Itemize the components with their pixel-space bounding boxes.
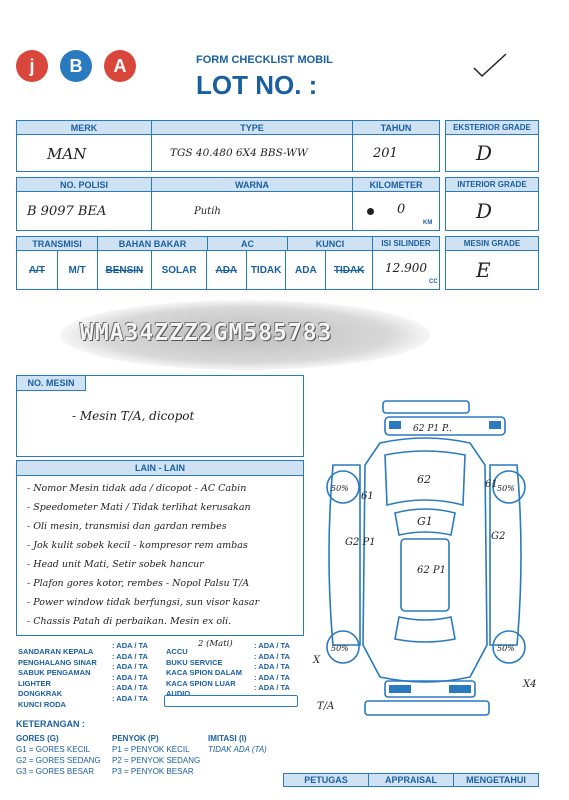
interior-grade-cell[interactable]: [445, 191, 539, 231]
jba-logo: [16, 50, 136, 84]
polisi-value: B 9097 BEA: [27, 204, 107, 219]
options-row: [16, 250, 373, 290]
acc-value[interactable]: : ADA / TA: [254, 672, 290, 682]
interior-grade-value: D: [476, 199, 493, 223]
rear-light-right: [449, 685, 471, 693]
merk-header: MERK: [16, 120, 152, 135]
acc-label: AUDIO: [166, 689, 191, 698]
warna-header: WARNA: [151, 177, 353, 192]
exterior-grade-cell[interactable]: [445, 134, 539, 172]
chassis-number: WMA34ZZZ2GM585783: [80, 320, 333, 346]
ink-blot-icon: [367, 208, 374, 215]
type-header: TYPE: [151, 120, 353, 135]
mark-x-left: X: [313, 655, 321, 666]
exterior-grade-box: [445, 120, 539, 172]
mark-center: 62 P1: [417, 565, 446, 576]
kilometer-value: 0: [397, 202, 406, 217]
km-unit: KM: [423, 220, 433, 226]
type-value: TGS 40.480 6X4 BBS-WW: [170, 147, 308, 159]
acc-label: SANDARAN KEPALA: [18, 647, 94, 656]
acc-label: DONGKRAK: [18, 689, 63, 698]
acc-value[interactable]: : ADA / TA: [254, 651, 290, 661]
mark-x4-right: X4: [523, 679, 537, 690]
acc-label: KACA SPION DALAM: [166, 668, 242, 677]
acc-value[interactable]: : ADA / TA: [112, 641, 148, 650]
acc-label: KACA SPION LUAR: [166, 678, 236, 688]
note-line: - Chassis Patah di perbaikan. Mesin ex oli.: [27, 616, 232, 627]
mesin-grade-value: E: [476, 258, 491, 282]
gores-item: G3 = GORES BESAR: [16, 767, 95, 776]
transmisi-header: TRANSMISI: [16, 236, 98, 251]
interior-grade-box: [445, 177, 539, 231]
isi-silinder-header: ISI SILINDER: [372, 236, 440, 251]
gores-item: G1 = GORES KECIL: [16, 745, 91, 754]
mark-ta: T/A: [317, 701, 335, 712]
front-light-left: [389, 421, 401, 429]
mark-left-door: G2 P1: [345, 537, 376, 548]
car-damage-diagram: [305, 395, 545, 725]
acc-value[interactable]: : ADA / TA: [254, 683, 290, 692]
tahun-value: 201: [373, 146, 398, 161]
row-3: [16, 236, 440, 290]
mark-fl-wheel: 50%: [331, 484, 349, 493]
type-cell[interactable]: [151, 134, 353, 172]
front-light-right: [489, 421, 501, 429]
interior-grade-header: INTERIOR GRADE: [445, 177, 539, 192]
front-bumper-outline: [383, 401, 469, 413]
acc-label: ACCU: [166, 647, 188, 656]
accessories-left: [18, 641, 148, 709]
rear-bumper-outline: [365, 701, 489, 715]
acc-value[interactable]: : ADA / TA: [112, 662, 148, 671]
gores-title: GORES (G): [16, 734, 59, 743]
acc-row: [166, 639, 290, 656]
mesin-grade-box: [445, 236, 539, 290]
ac-header: AC: [207, 236, 288, 251]
option-kunci-ada[interactable]: ADA: [286, 251, 326, 289]
penyok-item: P2 = PENYOK SEDANG: [112, 756, 201, 765]
mark-left-61: 61: [361, 491, 374, 502]
acc-row: [166, 662, 290, 677]
kilometer-cell[interactable]: [352, 191, 440, 231]
tahun-cell[interactable]: [352, 134, 440, 172]
penyok-title: PENYOK (P): [112, 734, 159, 743]
no-mesin-header: NO. MESIN: [16, 375, 86, 391]
mark-right-door: G2: [491, 531, 506, 542]
polisi-cell[interactable]: [16, 191, 152, 231]
form-title: FORM CHECKLIST MOBIL: [196, 54, 333, 66]
acc-value[interactable]: : ADA / TA: [254, 641, 290, 650]
accu-hand-note: 2 (Mati): [198, 639, 233, 649]
merk-cell[interactable]: [16, 134, 152, 172]
keterangan-penyok: [112, 734, 200, 778]
row-1: [16, 120, 440, 172]
mark-top: 62 P1 P..: [413, 424, 452, 434]
logo-circle-b: B: [60, 50, 92, 82]
note-line: - Nomor Mesin tidak ada / dicopot - AC Cabin: [27, 483, 247, 494]
tahun-header: TAHUN: [352, 120, 440, 135]
option-at[interactable]: A/T: [17, 251, 58, 289]
acc-row: [18, 683, 148, 698]
mesin-grade-cell[interactable]: [445, 250, 539, 290]
option-bensin[interactable]: BENSIN: [98, 251, 153, 289]
acc-row: [18, 662, 148, 677]
acc-label: SABUK PENGAMAN: [18, 668, 91, 677]
acc-value[interactable]: : ADA / TA: [112, 672, 148, 682]
mark-right-61: 61: [485, 479, 498, 490]
isi-silinder-cell[interactable]: [372, 250, 440, 290]
imitasi-title: IMITASI (I): [208, 734, 247, 743]
option-mt[interactable]: M/T: [58, 251, 98, 289]
tidak-ada-legend: TIDAK ADA (TA): [208, 745, 267, 754]
exterior-grade-value: D: [476, 141, 493, 165]
exterior-grade-header: EKSTERIOR GRADE: [445, 120, 539, 135]
lain-lain-header: LAIN - LAIN: [16, 460, 304, 476]
acc-label: LIGHTER: [18, 678, 51, 688]
option-ac-ada[interactable]: ADA: [207, 251, 247, 289]
accessories-right: [166, 639, 290, 698]
warna-cell[interactable]: [151, 191, 353, 231]
keterangan-imitasi: [208, 734, 267, 756]
lot-number-label: LOT NO. :: [196, 70, 318, 100]
audio-blank-field[interactable]: [164, 695, 298, 707]
penyok-item: P1 = PENYOK KECIL: [112, 745, 190, 754]
mark-rl-wheel: 50%: [331, 644, 349, 653]
note-line: - Oli mesin, transmisi dan gardan rembes: [27, 521, 227, 532]
acc-value[interactable]: : ADA / TA: [112, 693, 148, 703]
keterangan-title: KETERANGAN :: [16, 719, 85, 729]
logo-circle-j: j: [16, 50, 48, 82]
option-kunci-tidak[interactable]: TIDAK: [333, 264, 365, 276]
kunci-header: KUNCI: [287, 236, 373, 251]
bahan-bakar-header: BAHAN BAKAR: [97, 236, 208, 251]
chassis-rubbing: [60, 300, 430, 370]
row-2: [16, 177, 440, 231]
signature-appraisal[interactable]: APPRAISAL: [368, 773, 454, 787]
acc-label: PENGHALANG SINAR: [18, 657, 97, 667]
note-line: - Plafon gores kotor, rembes - Nopol Palsu T/A: [27, 578, 250, 589]
mark-roof: G1: [417, 515, 433, 528]
kilometer-header: KILOMETER: [352, 177, 440, 192]
acc-label: BUKU SERVICE: [166, 657, 223, 667]
note-line: - Head unit Mati, Setir sobek hancur: [27, 559, 204, 570]
note-line: - Jok kulit sobek kecil - kompresor rem ambas: [27, 540, 248, 551]
polisi-header: NO. POLISI: [16, 177, 152, 192]
acc-label: KUNCI RODA: [18, 699, 66, 709]
acc-value[interactable]: : ADA / TA: [112, 651, 148, 661]
no-mesin-box: [16, 375, 304, 457]
penyok-item: P3 = PENYOK BESAR: [112, 767, 194, 776]
checkmark-icon: [470, 50, 510, 80]
acc-row: [166, 683, 290, 698]
isi-silinder-value: 12.900: [385, 261, 427, 275]
signature-petugas[interactable]: PETUGAS: [283, 773, 369, 787]
signature-mengetahui[interactable]: MENGETAHUI: [453, 773, 539, 787]
mesin-grade-header: MESIN GRADE: [445, 236, 539, 251]
merk-value: MAN: [47, 145, 87, 163]
cc-unit: CC: [429, 279, 438, 285]
note-line: - Power window tidak berfungsi, sun visor kasar: [27, 597, 260, 608]
option-solar[interactable]: SOLAR: [152, 251, 207, 289]
no-mesin-value: - Mesin T/A, dicopot: [72, 409, 195, 423]
note-line: - Speedometer Mati / Tidak terlihat kerusakan: [27, 502, 251, 513]
gores-item: G2 = GORES SEDANG: [16, 756, 101, 765]
option-ac-tidak[interactable]: TIDAK: [247, 251, 287, 289]
mark-fr-wheel: 50%: [497, 484, 515, 493]
keterangan-gores: [16, 734, 101, 778]
lain-lain-notes: [27, 483, 259, 635]
mark-rr-wheel: 50%: [497, 644, 515, 653]
acc-row: [18, 641, 148, 656]
lain-lain-box: [16, 460, 304, 636]
acc-value[interactable]: : ADA / TA: [254, 662, 290, 671]
rear-light-left: [389, 685, 411, 693]
mark-hood: 62: [417, 473, 431, 486]
warna-value: Putih: [194, 206, 221, 217]
rear-window-outline: [395, 617, 455, 642]
logo-circle-a: A: [104, 50, 136, 82]
acc-value[interactable]: : ADA / TA: [112, 683, 148, 692]
